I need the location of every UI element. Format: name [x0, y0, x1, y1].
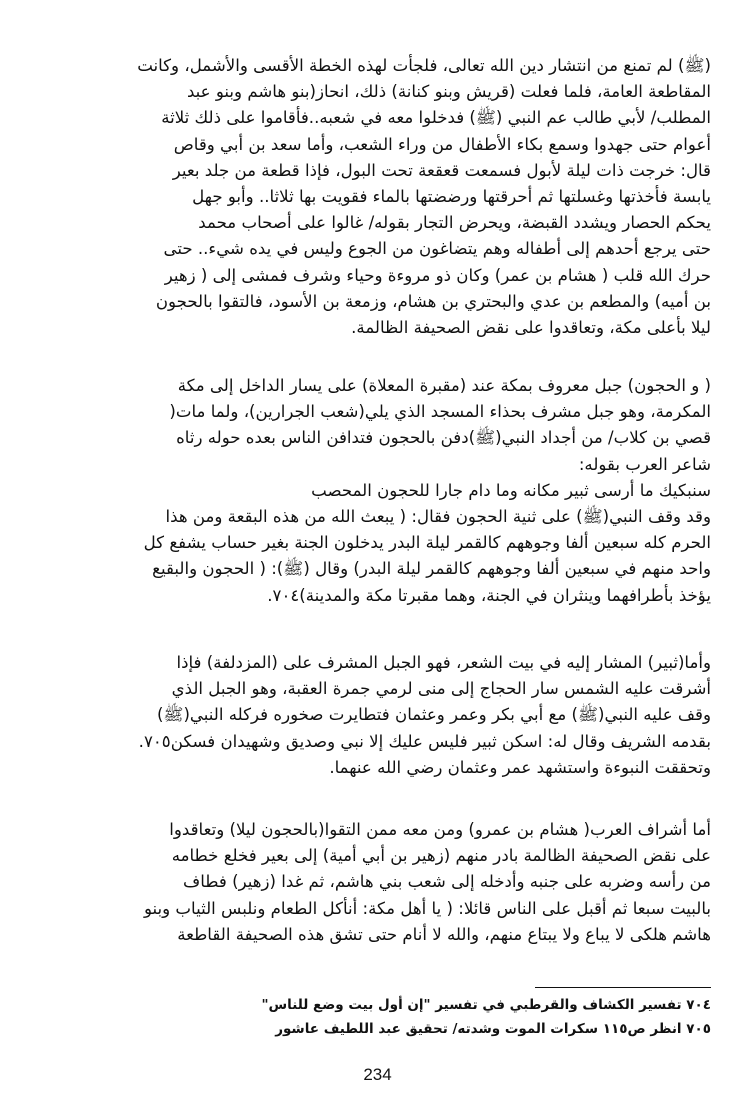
paragraph-boycott: [46, 53, 711, 341]
text-line: يؤخذ بأطرافهما وينثران في الجنة، وهما مقبرتا مكة والمدينة)٧٠٤.: [267, 585, 711, 605]
text-line: أعوام حتى جهدوا وسمع بكاء الأطفال من وراء الشعب، وأما سعد بن أبي وقاص: [173, 134, 711, 154]
text-line: المقاطعة العامة، فلما فعلت (قريش وبنو كنانة) ذلك، انحاز(بنو هاشم وبنو عبد: [186, 82, 711, 102]
paragraph-thabir: [46, 650, 711, 781]
text-line: هاشم هلكى لا يباع ولا يبتاع منهم، والله لا أنام حتى تشق هذه الصحيفة القاطعة: [177, 924, 711, 944]
poem-verse: سنبكيك ما أرسى ثبير مكانه وما دام جارا للحجون المحصب: [311, 480, 711, 500]
footnote-separator: [535, 987, 711, 988]
text-line: بالبيت سبعا ثم أقبل على الناس قائلا: ( يا أهل مكة: أنأكل الطعام ونلبس الثياب وبنو: [143, 898, 711, 918]
text-line: ليلا بأعلى مكة، وتعاقدوا على نقض الصحيفة الظالمة.: [351, 318, 711, 338]
text-line: قال: خرجت ذات ليلة لأبول فسمعت قعقعة تحت البول، فإذا قطعة من جلد بعير: [172, 160, 711, 180]
page-number: 234: [363, 1065, 392, 1084]
text-line: على نقض الصحيفة الظالمة بادر منهم (زهير بن أبي أمية) إلى بعير فخلع خطامه: [171, 846, 711, 866]
text-line: وقد وقف النبي(ﷺ) على ثنية الحجون فقال: ( يبعث الله من هذه البقعة ومن هذا: [165, 507, 711, 527]
paragraph-hajun: [46, 373, 711, 609]
text-line: من رأسه وضربه على جنبه وأدخله إلى شعب بني هاشم، ثم غدا (زهير) فطاف: [183, 872, 711, 892]
text-line: بقدمه الشريف وقال له: اسكن ثبير فليس عليك إلا نبي وصديق وشهيدان فسكن٧٠٥.: [138, 731, 711, 751]
text-line: يابسة فأخذتها وغسلتها ثم أحرقتها ورضضتها بالماء فقويت بها ثلاثا.. وأبو جهل: [192, 187, 711, 207]
text-line: أشرقت عليه الشمس سار الحجاج إلى منى لرمي جمرة العقبة، وهو الجبل الذي: [171, 679, 711, 699]
text-line: قصي بن كلاب/ من أجداد النبي(ﷺ)دفن بالحجون فتدافن الناس بعده حوله رثاه: [176, 428, 711, 448]
footnote: ٧٠٤ تفسير الكشاف والقرطبي في تفسير "إن أول بيت وضع للناس": [261, 997, 711, 1013]
text-line: الحرم كله سبعين ألفا وجوههم كالقمر ليلة البدر يدخلون الجنة بغير حساب يشفع كل: [143, 533, 711, 553]
footnotes: [191, 993, 711, 1041]
text-line: يحكم الحصار ويشدد القبضة، ويحرض التجار بقوله/ غالوا على أصحاب محمد: [198, 213, 711, 233]
text-line: شاعر العرب بقوله:: [578, 454, 711, 474]
text-line: المطلب/ لأبي طالب عم النبي (ﷺ) فدخلوا معه في شعبه..فأقاموا على ذلك ثلاثة: [161, 108, 711, 128]
text-line: أما أشراف العرب( هشام بن عمرو) ومن معه ممن التقوا(بالحجون ليلا) وتعاقدوا: [169, 820, 711, 839]
text-line: حرك الله قلب ( هشام بن عمر) وكان ذو مروءة وحياء وشرف فمشى إلى ( زهير: [164, 265, 711, 285]
text-line: واحد منهم في سبعين ألفا وجوههم كالقمر ليلة البدر) وقال (ﷺ): ( الحجون والبقيع: [152, 559, 711, 579]
text-line: (ﷺ) لم تمنع من انتشار دين الله تعالى، فلجأت لهذه الخطة الأقسى والأشمل، وكانت: [137, 56, 711, 75]
text-line: حتى يرجع أحدهم إلى أطفاله وهم يتضاغون من الجوع وليس في يده شيء.. حتى: [163, 239, 711, 259]
text-line: وتحققت النبوءة واستشهد عمر وعثمان رضي الله عنهما.: [329, 757, 711, 777]
text-line: المكرمة، وهو جبل مشرف بحذاء المسجد الذي يلي(شعب الجرارين)، ولما مات(: [169, 402, 711, 422]
text-line: وقف عليه النبي(ﷺ) مع أبي بكر وعمر وعثمان فتطايرت صخوره فركله النبي(ﷺ): [156, 705, 711, 725]
footnote: ٧٠٥ انظر ص١١٥ سكرات الموت وشدته/ تحقيق عبد اللطيف عاشور: [275, 1021, 711, 1037]
text-line: بن أميه) والمطعم بن عدي والبحتري بن هشام، وزمعة بن الأسود، فالتقوا بالحجون: [155, 291, 711, 311]
paragraph-arab-nobles: [46, 817, 711, 948]
text-line: ( و الحجون) جبل معروف بمكة عند (مقبرة المعلاة) على يسار الداخل إلى مكة: [177, 376, 711, 395]
text-line: وأما(ثبير) المشار إليه في بيت الشعر، فهو الجبل المشرف على (المزدلفة) فإذا: [176, 653, 711, 672]
